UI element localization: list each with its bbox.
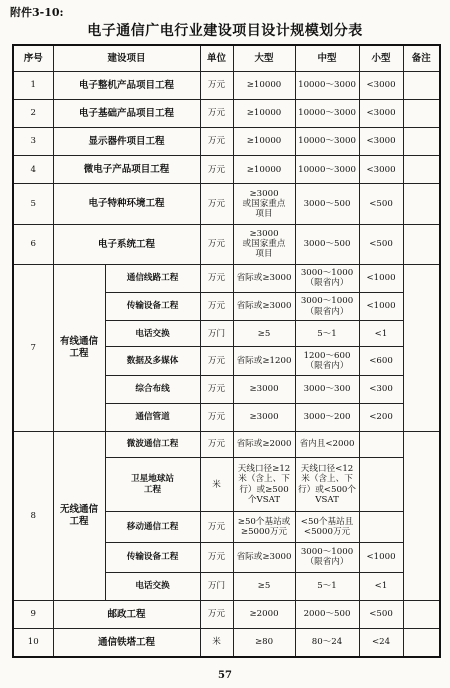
row-seq: 5 — [13, 184, 53, 224]
row-medium: 80～24 — [295, 629, 359, 657]
row-medium: 10000～3000 — [295, 71, 359, 99]
row-large: ≥3000 或国家重点 项目 — [233, 184, 295, 224]
table-row — [13, 600, 440, 628]
table-row — [13, 128, 440, 156]
row-project: 电子基础产品项目工程 — [53, 99, 200, 127]
row-medium: 3000～500 — [295, 224, 359, 264]
sub-project: 数据及多媒体 — [105, 347, 200, 375]
row-medium: 3000～1000 （限省内） — [295, 293, 359, 321]
row-large: 省际或≥1200 — [233, 347, 295, 375]
row-large: ≥5 — [233, 572, 295, 600]
row-unit: 万元 — [200, 128, 233, 156]
row-note — [403, 128, 440, 156]
row-medium: 3000～1000 （限省内） — [295, 264, 359, 292]
row-large: ≥3000 — [233, 375, 295, 403]
row-large: 天线口径≥12 米（含上、下 行）或≥500 个VSAT — [233, 458, 295, 512]
row-seq: 4 — [13, 156, 53, 184]
table-row — [13, 224, 440, 264]
row-project: 显示器件项目工程 — [53, 128, 200, 156]
row-unit: 万元 — [200, 156, 233, 184]
header-seq: 序号 — [13, 45, 53, 71]
sub-project: 电话交换 — [105, 572, 200, 600]
row-project: 电子整机产品项目工程 — [53, 71, 200, 99]
header-row — [13, 45, 440, 71]
row-small: <3000 — [359, 71, 403, 99]
row-project: 通信铁塔工程 — [53, 629, 200, 657]
row-unit: 万元 — [200, 71, 233, 99]
table-row — [13, 264, 440, 292]
row-large: ≥2000 — [233, 600, 295, 628]
header-large: 大型 — [233, 45, 295, 71]
header-project: 建设项目 — [53, 45, 200, 71]
sub-project: 传输设备工程 — [105, 293, 200, 321]
row-small: <500 — [359, 224, 403, 264]
row-medium: 3000～200 — [295, 403, 359, 431]
row-seq: 10 — [13, 629, 53, 657]
page-title: 电子通信广电行业建设项目设计规模划分表 — [87, 23, 363, 39]
group-note — [403, 431, 440, 600]
table-row — [13, 99, 440, 127]
table-row — [13, 71, 440, 99]
row-large: ≥10000 — [233, 71, 295, 99]
sub-project: 通信管道 — [105, 403, 200, 431]
row-small: <200 — [359, 403, 403, 431]
table-row — [13, 156, 440, 184]
row-large: 省际或≥2000 — [233, 431, 295, 457]
row-small: <3000 — [359, 156, 403, 184]
row-note — [403, 629, 440, 657]
row-note — [403, 184, 440, 224]
row-note — [403, 71, 440, 99]
row-small: <24 — [359, 629, 403, 657]
row-medium: 10000～3000 — [295, 99, 359, 127]
row-large: ≥10000 — [233, 99, 295, 127]
row-unit: 万元 — [200, 184, 233, 224]
row-small: <1000 — [359, 293, 403, 321]
design-scale-table — [12, 44, 441, 658]
table-row — [13, 629, 440, 657]
table-row — [13, 184, 440, 224]
row-small: <3000 — [359, 128, 403, 156]
row-seq: 3 — [13, 128, 53, 156]
row-small: <1000 — [359, 264, 403, 292]
row-note — [403, 156, 440, 184]
row-small: <1000 — [359, 542, 403, 572]
row-small: <1 — [359, 572, 403, 600]
row-medium: 3000～500 — [295, 184, 359, 224]
sub-project: 综合布线 — [105, 375, 200, 403]
row-small: <3000 — [359, 99, 403, 127]
row-unit: 万元 — [200, 224, 233, 264]
row-medium: 3000～300 — [295, 375, 359, 403]
row-medium: 3000～1000 （限省内） — [295, 542, 359, 572]
row-note — [403, 99, 440, 127]
header-medium: 中型 — [295, 45, 359, 71]
row-seq: 1 — [13, 71, 53, 99]
row-unit: 万门 — [200, 321, 233, 347]
row-medium: 10000～3000 — [295, 156, 359, 184]
sub-project: 微波通信工程 — [105, 431, 200, 457]
row-seq: 2 — [13, 99, 53, 127]
row-large: 省际或≥3000 — [233, 293, 295, 321]
row-large: ≥50个基站或 ≥5000万元 — [233, 512, 295, 542]
row-unit: 万元 — [200, 403, 233, 431]
row-project: 邮政工程 — [53, 600, 200, 628]
row-unit: 万元 — [200, 293, 233, 321]
table-row — [13, 431, 440, 457]
row-note — [403, 224, 440, 264]
sub-project: 传输设备工程 — [105, 542, 200, 572]
row-small: <300 — [359, 375, 403, 403]
row-large: ≥10000 — [233, 156, 295, 184]
group-name: 无线通信 工程 — [53, 431, 105, 600]
row-medium: 5～1 — [295, 321, 359, 347]
row-small — [359, 431, 403, 457]
group-seq: 8 — [13, 431, 53, 600]
row-unit: 米 — [200, 629, 233, 657]
row-large: ≥5 — [233, 321, 295, 347]
row-small: <500 — [359, 184, 403, 224]
row-medium: 5～1 — [295, 572, 359, 600]
row-medium: 2000～500 — [295, 600, 359, 628]
row-project: 电子系统工程 — [53, 224, 200, 264]
group-name: 有线通信 工程 — [53, 264, 105, 431]
row-unit: 万门 — [200, 572, 233, 600]
row-project: 微电子产品项目工程 — [53, 156, 200, 184]
group-seq: 7 — [13, 264, 53, 431]
row-project: 电子特种环境工程 — [53, 184, 200, 224]
row-medium: <50个基站且 <5000万元 — [295, 512, 359, 542]
row-large: ≥3000 — [233, 403, 295, 431]
row-small: <1 — [359, 321, 403, 347]
row-seq: 9 — [13, 600, 53, 628]
appendix-label: 附件3-10: — [10, 6, 64, 19]
row-medium: 省内且<2000 — [295, 431, 359, 457]
row-note — [403, 600, 440, 628]
row-unit: 万元 — [200, 600, 233, 628]
group-note — [403, 264, 440, 431]
row-small — [359, 458, 403, 512]
header-note: 备注 — [403, 45, 440, 71]
row-large: ≥80 — [233, 629, 295, 657]
row-large: ≥10000 — [233, 128, 295, 156]
row-unit: 万元 — [200, 542, 233, 572]
row-small: <500 — [359, 600, 403, 628]
row-large: ≥3000 或国家重点 项目 — [233, 224, 295, 264]
sub-project: 通信线路工程 — [105, 264, 200, 292]
row-unit: 万元 — [200, 431, 233, 457]
row-unit: 米 — [200, 458, 233, 512]
row-unit: 万元 — [200, 99, 233, 127]
row-unit: 万元 — [200, 512, 233, 542]
row-large: 省际或≥3000 — [233, 264, 295, 292]
sub-project: 卫星地球站 工程 — [105, 458, 200, 512]
header-unit: 单位 — [200, 45, 233, 71]
row-small — [359, 512, 403, 542]
row-medium: 天线口径<12 米（含上、下 行）或<500个 VSAT — [295, 458, 359, 512]
page-number: 57 — [218, 670, 232, 681]
row-unit: 万元 — [200, 347, 233, 375]
row-medium: 10000～3000 — [295, 128, 359, 156]
sub-project: 电话交换 — [105, 321, 200, 347]
row-small: <600 — [359, 347, 403, 375]
row-unit: 万元 — [200, 375, 233, 403]
row-medium: 1200～600 （限省内） — [295, 347, 359, 375]
sub-project: 移动通信工程 — [105, 512, 200, 542]
row-large: 省际或≥3000 — [233, 542, 295, 572]
header-small: 小型 — [359, 45, 403, 71]
row-unit: 万元 — [200, 264, 233, 292]
row-seq: 6 — [13, 224, 53, 264]
